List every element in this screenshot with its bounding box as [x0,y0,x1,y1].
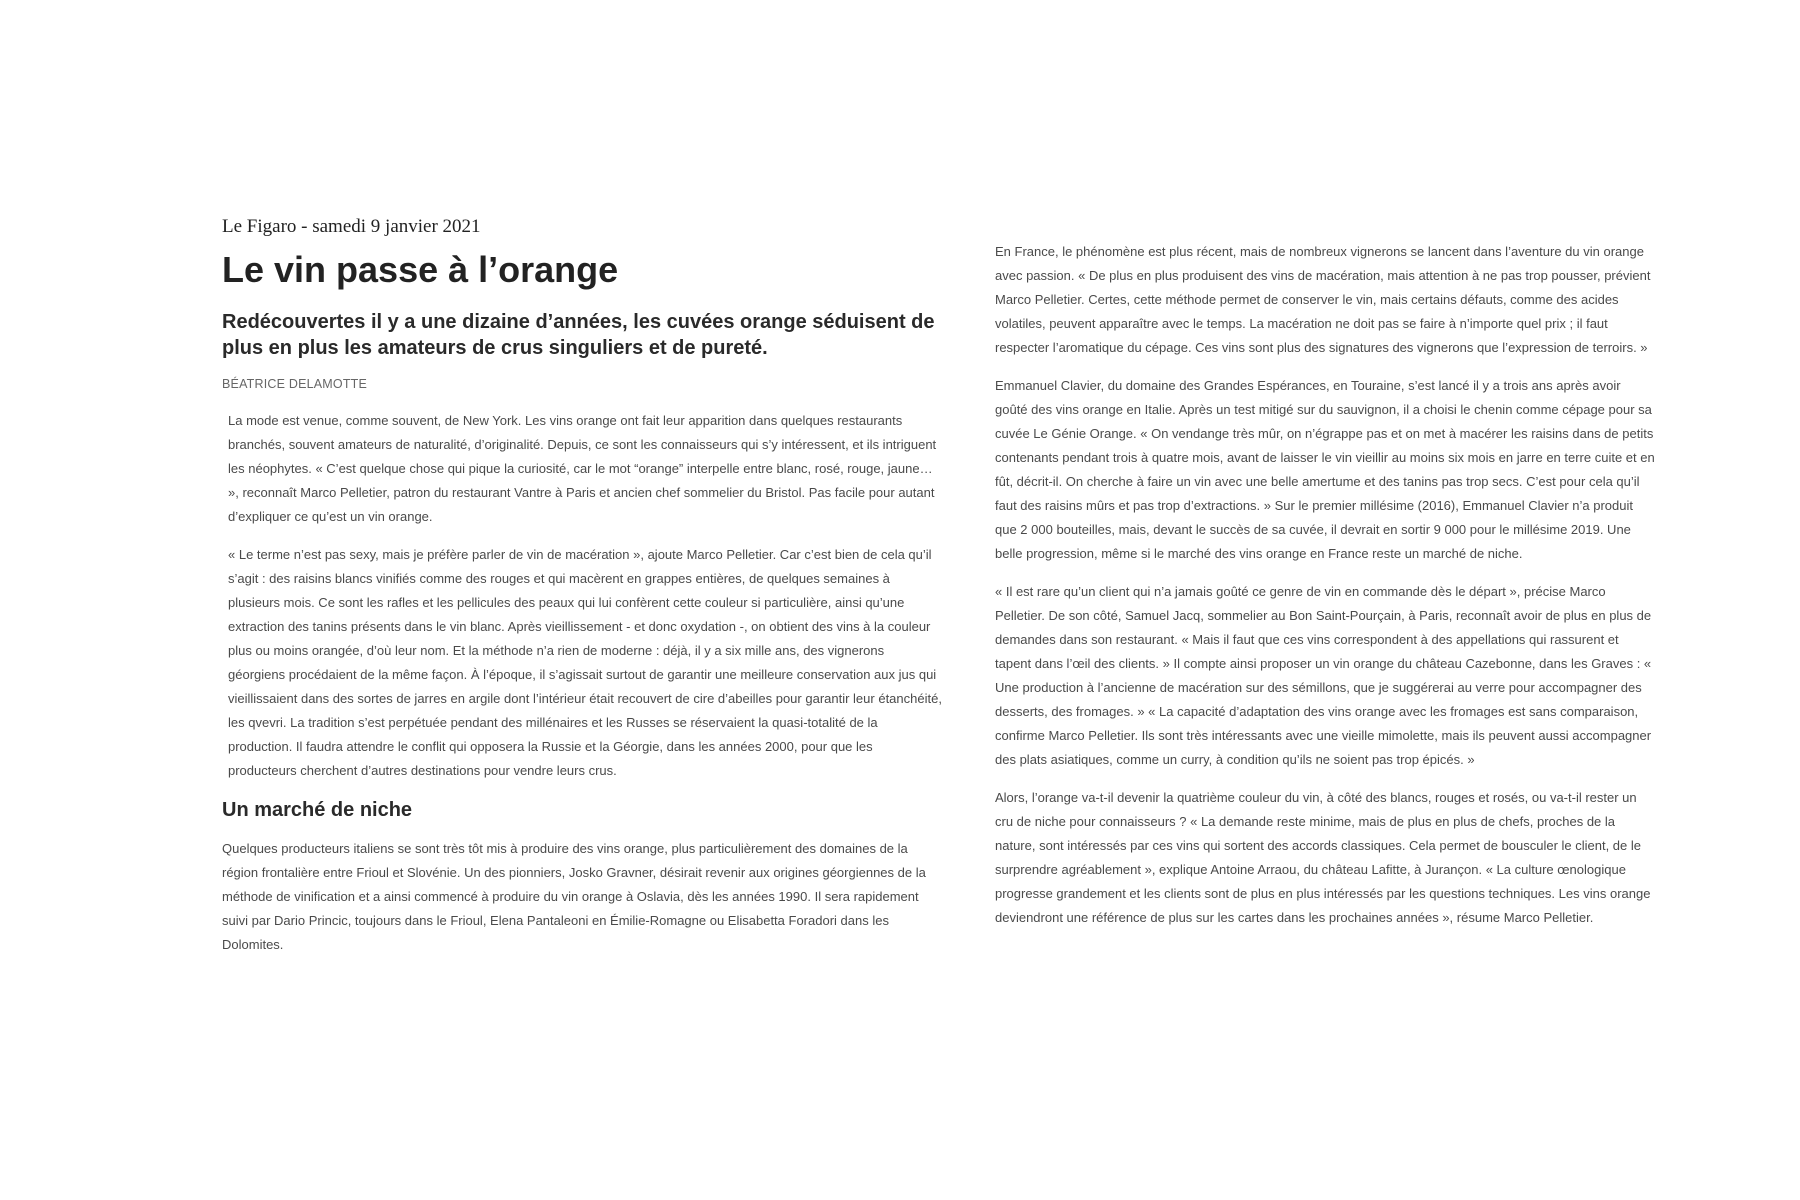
article-left-column [222,215,942,971]
article-paragraph: « Il est rare qu’un client qui n’a jamais goûté ce genre de vin en commande dès le départ », précise Marco Pelletier. De son côté, Samuel Jacq, sommelier au Bon Saint-Pourçain, à Paris, reconnaît avoir de plus en plus de demandes dans son restaurant. « Mais il faut que ces vins correspondent à des appellations qui rassurent et tapent dans l’œil des clients. » Il compte ainsi proposer un vin orange du château Cazebonne, dans les Graves : « Une production à l’ancienne de macération sur des sémillons, que je suggérerai au verre pour accompagner des desserts, des fromages. » « La capacité d’adaptation des vins orange avec les fromages est sans comparaison, confirme Marco Pelletier. Ils sont très intéressants avec une vieille mimolette, mais ils peuvent aussi accompagner des plats asiatiques, comme un curry, à condition qu’ils ne soient pas trop épicés. » [995,584,1652,767]
article-paragraph: « Le terme n’est pas sexy, mais je préfère parler de vin de macération », ajoute Marco Pelletier. Car c’est bien de cela qu’il s’agit : des raisins blancs vinifiés comme des rouges et qui macèrent en grappes entières, de quelques semaines à plusieurs mois. Ce sont les rafles et les pellicules des peaux qui lui confèrent cette couleur si particulière, ainsi qu’une extraction des tanins présents dans le vin blanc. Après vieillissement - et donc oxydation -, on obtient des vins à la couleur plus ou moins orangée, d’où leur nom. Et la méthode n’a rien de moderne : déjà, il y a six mille ans, des vignerons géorgiens procédaient de la même façon. À l’époque, il s’agissait surtout de garantir une meilleure conservation aux jus qui vieillissaient dans des sortes de jarres en argile dont l’intérieur était recouvert de cire d’abeilles pour garantir leur étanchéité, les qvevri. La tradition s’est perpétuée pendant des millénaires et les Russes se réservaient la quasi-totalité de la production. Il faudra attendre le conflit qui opposera la Russie et la Géorgie, dans les années 2000, pour que les producteurs cherchent d’autres destinations pour vendre leurs crus. [228,547,942,778]
article-paragraph: Quelques producteurs italiens se sont très tôt mis à produire des vins orange, plus particulièrement des domaines de la région frontalière entre Frioul et Slovénie. Un des pionniers, Josko Gravner, désirait revenir aux origines géorgiennes de la méthode de vinification et a ainsi commencé à produire du vin orange à Oslavia, dès les années 1990. Il sera rapidement suivi par Dario Princic, toujours dans le Frioul, Elena Pantaleoni en Émilie-Romagne ou Elisabetta Foradori dans les Dolomites. [222,841,926,952]
article-paragraph: La mode est venue, comme souvent, de New York. Les vins orange ont fait leur apparition dans quelques restaurants branchés, souvent amateurs de naturalité, d’originalité. Depuis, ce sont les connaisseurs qui s’y intéressent, et ils intriguent les néophytes. « C’est quelque chose qui pique la curiosité, car le mot “orange” interpelle entre blanc, rosé, rouge, jaune… », reconnaît Marco Pelletier, patron du restaurant Vantre à Paris et ancien chef sommelier du Bristol. Pas facile pour autant d’expliquer ce qu’est un vin orange. [228,413,937,524]
article-paragraph: Emmanuel Clavier, du domaine des Grandes Espérances, en Touraine, s’est lancé il y a trois ans après avoir goûté des vins orange en Italie. Après un test mitigé sur du sauvignon, il a choisi le chenin comme cépage pour sa cuvée Le Génie Orange. « On vendange très mûr, on n’égrappe pas et on met à macérer les raisins dans de petits contenants pendant trois à quatre mois, avant de laisser le vin vieillir au moins six mois en jarre en terre cuite et en fût, décrit-il. On cherche à faire un vin avec une belle amertume et des tanins pas trop secs. C’est pour cela qu’il faut des raisins mûrs et pas trop d’extractions. » Sur le premier millésime (2016), Emmanuel Clavier n’a produit que 2 000 bouteilles, mais, devant le succès de sa cuvée, il devrait en sortir 9 000 pour le millésime 2019. Une belle progression, même si le marché des vins orange en France reste un marché de niche. [995,378,1655,561]
publication-source: Le Figaro - samedi 9 janvier 2021 [222,216,481,237]
article-author: BÉATRICE DELAMOTTE [222,377,368,391]
section-heading: Un marché de niche [222,799,413,821]
article-paragraph: Alors, l’orange va-t-il devenir la quatrième couleur du vin, à côté des blancs, rouges et rosés, ou va-t-il rester un cru de niche pour connaisseurs ? « La demande reste minime, mais de plus en plus de chefs, proches de la nature, sont intéressés par ces vins qui sortent des accords classiques. Cela permet de bousculer le client, de le surprendre agréablement », explique Antoine Arraou, du château Lafitte, à Jurançon. « La culture œnologique progresse grandement et les clients sont de plus en plus intéressés par les questions techniques. Les vins orange deviendront une référence de plus sur les cartes dans les prochaines années », résume Marco Pelletier. [995,790,1651,925]
article-right-column [995,240,1655,944]
article-standfirst: Redécouvertes il y a une dizaine d’années, les cuvées orange séduisent de plus en plus les amateurs de crus singuliers et de pureté. [222,311,935,359]
article-paragraph: En France, le phénomène est plus récent, mais de nombreux vignerons se lancent dans l’aventure du vin orange avec passion. « De plus en plus produisent des vins de macération, mais attention à ne pas trop pousser, prévient Marco Pelletier. Certes, cette méthode permet de conserver le vin, mais certains défauts, comme des acides volatiles, peuvent apparaître avec le temps. La macération ne doit pas se faire à n’importe quel prix ; il faut respecter l’aromatique du cépage. Ces vins sont plus des signatures des vignerons que l’expression de terroirs. » [995,244,1651,355]
article-title: Le vin passe à l’orange [222,249,619,290]
